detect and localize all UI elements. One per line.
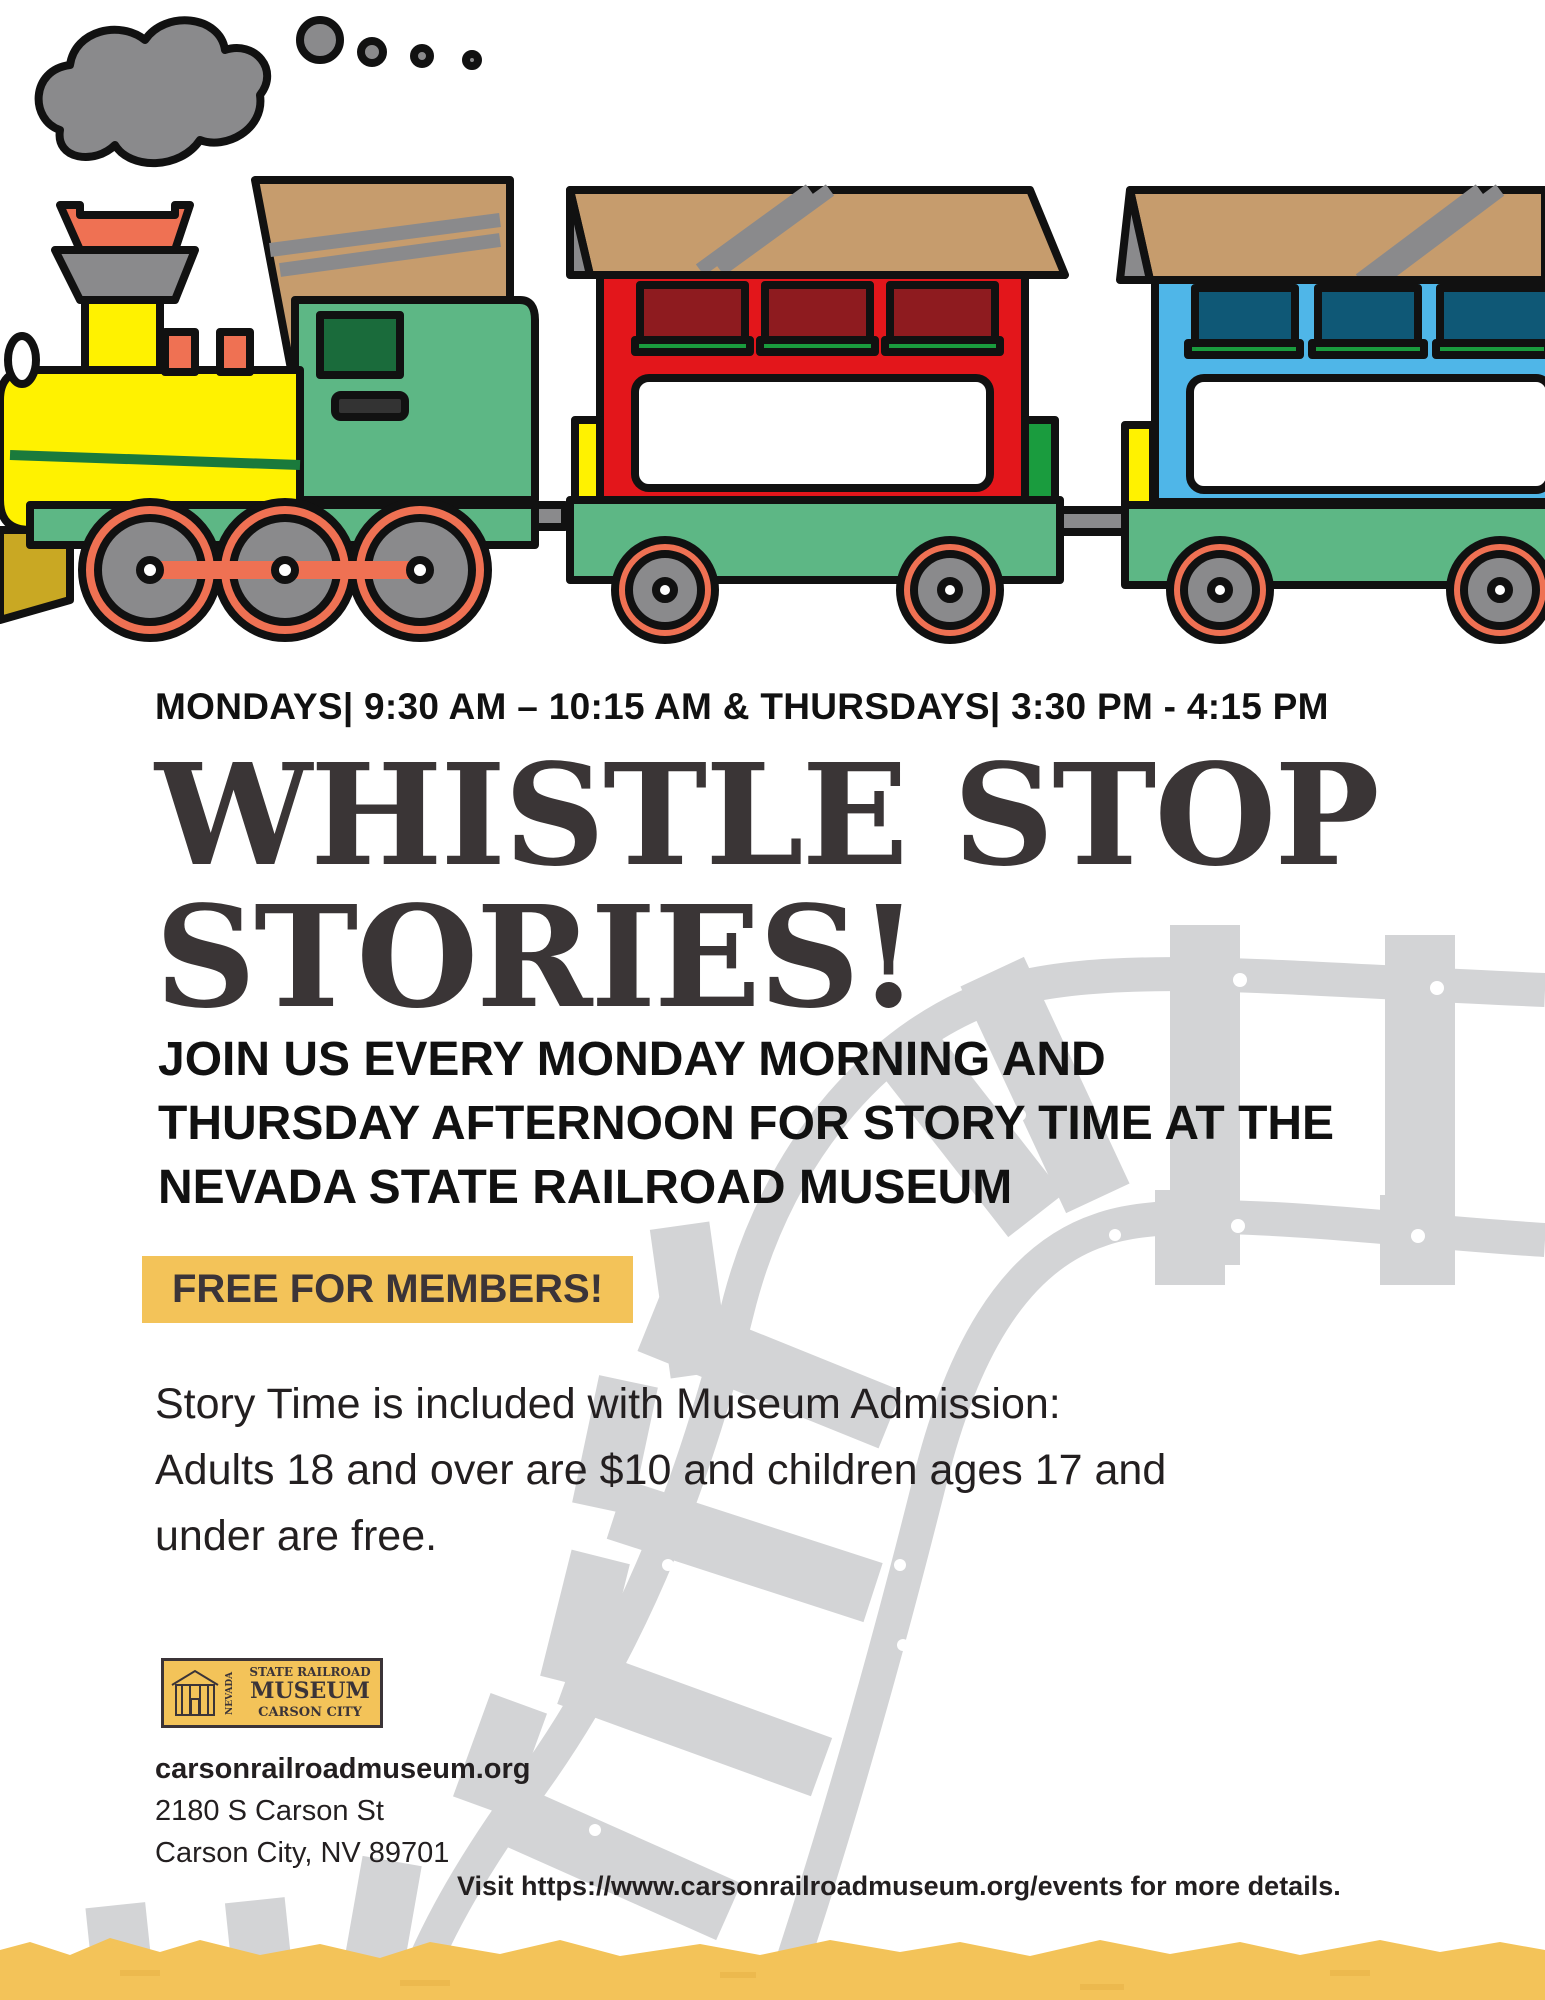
- intro-line-1: JOIN US EVERY MONDAY MORNING AND: [158, 1033, 1106, 1086]
- logo-line-2: MUSEUM: [250, 1678, 370, 1704]
- intro-line-3: NEVADA STATE RAILROAD MUSEUM: [158, 1161, 1013, 1214]
- free-for-members-badge: FREE FOR MEMBERS!: [142, 1256, 633, 1323]
- admission-info: [155, 1371, 1375, 1569]
- footer-visit-note: Visit https://www.carsonrailroadmuseum.org/events for more details.: [457, 1871, 1341, 1901]
- schedule-line: MONDAYS| 9:30 AM – 10:15 AM & THURSDAYS| 3:30 PM - 4:15 PM: [155, 686, 1329, 727]
- museum-logo: [161, 1658, 383, 1728]
- logo-vertical-text: NEVADA: [225, 1671, 235, 1715]
- intro-line-2: THURSDAY AFTERNOON FOR STORY TIME AT THE: [158, 1097, 1335, 1150]
- logo-line-3: CARSON CITY: [258, 1705, 362, 1720]
- intro-text: [158, 1028, 1458, 1220]
- street-address: 2180 S Carson St: [155, 1795, 384, 1827]
- engine-wheels: [82, 502, 488, 638]
- logo-line-1: STATE RAILROAD: [249, 1665, 371, 1679]
- title-line-1: WHISTLE STOP: [155, 734, 1378, 898]
- event-title: [155, 734, 1455, 1040]
- station-icon: [168, 1665, 222, 1721]
- info-line-1: Story Time is included with Museum Admission:: [155, 1380, 1061, 1428]
- ground-strip: [0, 1900, 1545, 2000]
- info-line-2: Adults 18 and over are $10 and children ages 17 and: [155, 1446, 1167, 1494]
- website-link[interactable]: carsonrailroadmuseum.org: [155, 1753, 531, 1785]
- contact-block: [155, 1748, 531, 1874]
- title-line-2: STORIES!: [155, 876, 918, 1040]
- smoke-cloud: [39, 20, 340, 163]
- train-illustration: [0, 0, 1545, 660]
- city-address: Carson City, NV 89701: [155, 1837, 450, 1869]
- info-line-3: under are free.: [155, 1512, 438, 1560]
